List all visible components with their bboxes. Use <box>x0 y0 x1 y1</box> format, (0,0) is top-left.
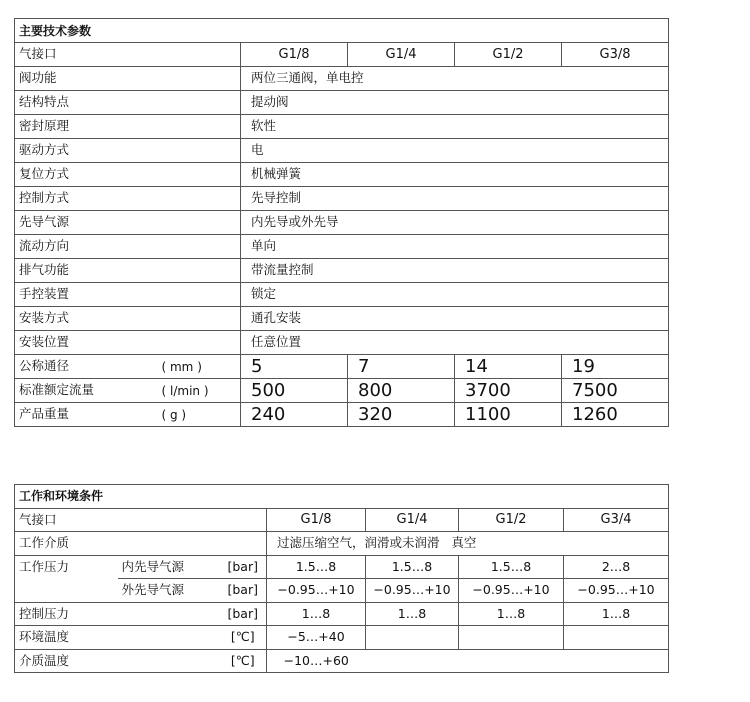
row-label: 复位方式 <box>15 163 241 187</box>
external-pressure-value: −0.95…+10 <box>459 579 564 603</box>
external-pressure-value: −0.95…+10 <box>366 579 459 603</box>
port-header: G1/2 <box>459 508 564 532</box>
weight-value: 320 <box>348 403 455 427</box>
row-label: 安装位置 <box>15 331 241 355</box>
spec-table <box>14 18 669 427</box>
ambient-temp-label: 环境温度 <box>15 626 220 650</box>
row-value: 通孔安装 <box>241 307 669 331</box>
bore-value: 19 <box>562 355 669 379</box>
row-value: 任意位置 <box>241 331 669 355</box>
port-header: G1/4 <box>348 43 455 67</box>
row-value: 内先导或外先导 <box>241 211 669 235</box>
medium-temp-label: 介质温度 <box>15 649 220 673</box>
flow-unit: ( l/min ) <box>162 379 241 403</box>
row-value: 机械弹簧 <box>241 163 669 187</box>
flow-value: 800 <box>348 379 455 403</box>
internal-pressure-value: 1.5…8 <box>459 555 564 579</box>
external-pilot-label: 外先导气源 <box>118 579 220 603</box>
bar-unit: [bar] <box>220 555 267 579</box>
medium-temp-value: −10…+60 <box>267 649 366 673</box>
bar-unit: [bar] <box>220 579 267 603</box>
port-header: G3/4 <box>564 508 669 532</box>
bore-value: 14 <box>455 355 562 379</box>
weight-label: 产品重量 <box>15 403 162 427</box>
row-label: 流动方向 <box>15 235 241 259</box>
port-header: G1/4 <box>366 508 459 532</box>
external-pressure-value: −0.95…+10 <box>267 579 366 603</box>
row-value: 先导控制 <box>241 187 669 211</box>
port-header: G3/8 <box>562 43 669 67</box>
internal-pressure-value: 2…8 <box>564 555 669 579</box>
bore-unit: ( mm ) <box>162 355 241 379</box>
internal-pilot-label: 内先导气源 <box>118 555 220 579</box>
bore-value: 7 <box>348 355 455 379</box>
row-label: 阀功能 <box>15 67 241 91</box>
flow-value: 500 <box>241 379 348 403</box>
flow-value: 3700 <box>455 379 562 403</box>
control-pressure-label: 控制压力 <box>15 602 220 626</box>
row-value: 两位三通阀，单电控 <box>241 67 669 91</box>
spec-title: 主要技术参数 <box>15 19 669 43</box>
row-value: 锁定 <box>241 283 669 307</box>
flow-label: 标准额定流量 <box>15 379 162 403</box>
row-label: 驱动方式 <box>15 139 241 163</box>
row-value: 带流量控制 <box>241 259 669 283</box>
medium-label: 工作介质 <box>15 532 267 556</box>
temp-unit: [℃] <box>220 649 267 673</box>
internal-pressure-value: 1.5…8 <box>267 555 366 579</box>
row-label: 手控装置 <box>15 283 241 307</box>
row-value: 提动阀 <box>241 91 669 115</box>
weight-value: 1100 <box>455 403 562 427</box>
weight-value: 240 <box>241 403 348 427</box>
row-label: 控制方式 <box>15 187 241 211</box>
bar-unit: [bar] <box>220 602 267 626</box>
bore-value: 5 <box>241 355 348 379</box>
row-label: 结构特点 <box>15 91 241 115</box>
flow-value: 7500 <box>562 379 669 403</box>
control-pressure-value: 1…8 <box>459 602 564 626</box>
row-label: 密封原理 <box>15 115 241 139</box>
pressure-label: 工作压力 <box>15 555 118 579</box>
medium-value: 过滤压缩空气，润滑或未润滑 真空 <box>267 532 669 556</box>
row-label: 先导气源 <box>15 211 241 235</box>
weight-unit: ( g ) <box>162 403 241 427</box>
row-value: 单向 <box>241 235 669 259</box>
internal-pressure-value: 1.5…8 <box>366 555 459 579</box>
control-pressure-value: 1…8 <box>366 602 459 626</box>
port-header: G1/8 <box>267 508 366 532</box>
conditions-title: 工作和环境条件 <box>15 485 669 509</box>
bore-label: 公称通径 <box>15 355 162 379</box>
external-pressure-value: −0.95…+10 <box>564 579 669 603</box>
row-label: 排气功能 <box>15 259 241 283</box>
port-header: G1/2 <box>455 43 562 67</box>
port-label: 气接口 <box>15 508 267 532</box>
control-pressure-value: 1…8 <box>267 602 366 626</box>
port-label: 气接口 <box>15 43 241 67</box>
ambient-temp-value: −5…+40 <box>267 626 366 650</box>
row-value: 电 <box>241 139 669 163</box>
row-value: 软性 <box>241 115 669 139</box>
weight-value: 1260 <box>562 403 669 427</box>
control-pressure-value: 1…8 <box>564 602 669 626</box>
conditions-table <box>14 484 669 673</box>
row-label: 安装方式 <box>15 307 241 331</box>
temp-unit: [℃] <box>220 626 267 650</box>
port-header: G1/8 <box>241 43 348 67</box>
